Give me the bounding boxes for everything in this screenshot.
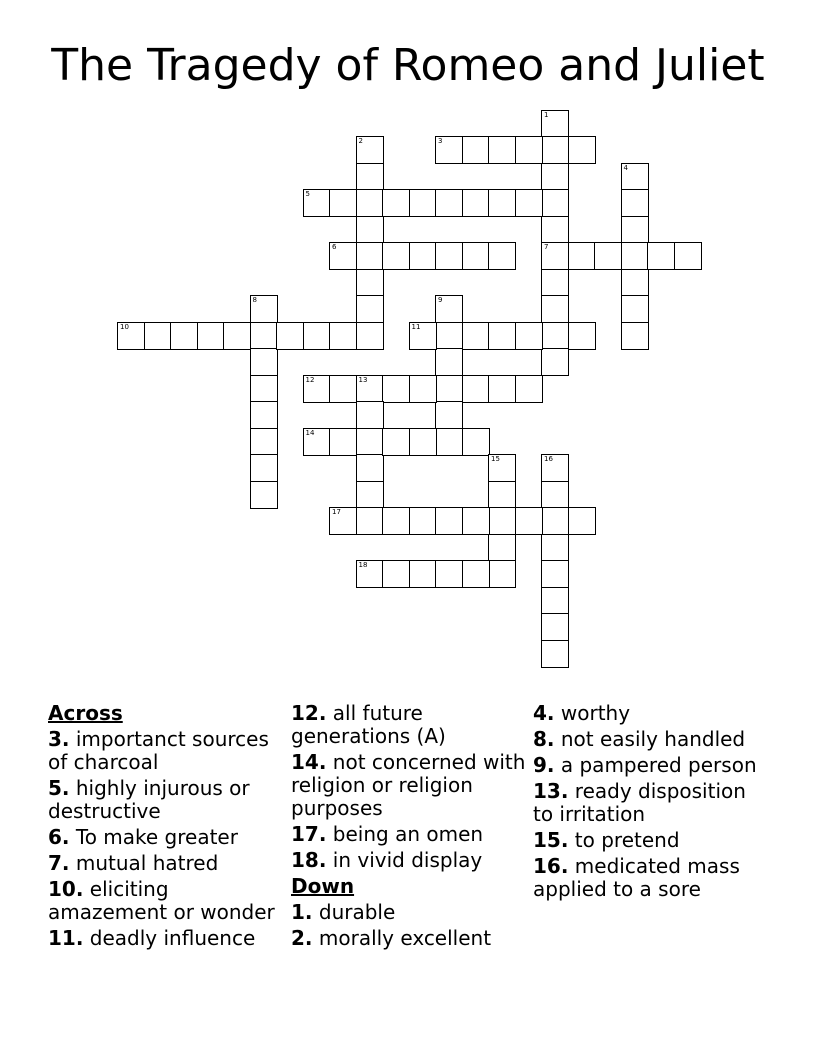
grid-cell[interactable]	[462, 428, 490, 456]
grid-cell[interactable]	[435, 375, 463, 403]
grid-cell[interactable]	[435, 295, 463, 323]
grid-cell[interactable]	[541, 189, 569, 217]
grid-cell[interactable]	[462, 560, 490, 588]
grid-cell[interactable]	[329, 242, 357, 270]
grid-cell[interactable]	[435, 322, 463, 350]
grid-cell[interactable]	[541, 216, 569, 244]
clue-number: 7.	[48, 851, 70, 875]
grid-cell[interactable]	[488, 136, 516, 164]
grid-cell[interactable]	[541, 534, 569, 562]
grid-cell[interactable]	[329, 507, 357, 535]
across-header: Across	[48, 701, 123, 725]
clue-number: 9.	[533, 753, 555, 777]
down-header: Down	[291, 874, 355, 898]
grid-cell[interactable]	[435, 428, 463, 456]
grid-cell[interactable]	[488, 560, 516, 588]
grid-cell[interactable]	[621, 295, 649, 323]
grid-cell[interactable]	[621, 269, 649, 297]
grid-cell[interactable]	[409, 242, 437, 270]
grid-cell[interactable]	[382, 507, 410, 535]
grid-cell[interactable]	[462, 322, 490, 350]
grid-cell[interactable]	[144, 322, 172, 350]
clue-number: 18	[358, 561, 368, 569]
clue: 17. being an omen	[291, 822, 484, 846]
grid-cell[interactable]	[435, 507, 463, 535]
grid-cell[interactable]	[488, 189, 516, 217]
grid-cell[interactable]	[276, 322, 304, 350]
grid-cell[interactable]	[541, 163, 569, 191]
grid-cell[interactable]	[356, 454, 384, 482]
clue-number: 8.	[533, 727, 555, 751]
grid-cell[interactable]	[356, 375, 384, 403]
grid-cell[interactable]	[250, 348, 278, 376]
clue-column-1	[48, 702, 284, 953]
grid-cell[interactable]	[250, 428, 278, 456]
grid-cell[interactable]	[250, 322, 278, 350]
grid-cell[interactable]	[382, 560, 410, 588]
grid-cell[interactable]	[303, 189, 331, 217]
grid-cell[interactable]	[462, 375, 490, 403]
grid-cell[interactable]	[541, 454, 569, 482]
clue: 11. deadly influence	[48, 926, 256, 950]
clue-number: 10.	[48, 877, 84, 901]
grid-cell[interactable]	[541, 110, 569, 138]
puzzle-title: The Tragedy of Romeo and Juliet	[51, 40, 765, 91]
grid-cell[interactable]	[568, 507, 596, 535]
grid-cell[interactable]	[674, 242, 702, 270]
grid-cell[interactable]	[356, 401, 384, 429]
grid-cell[interactable]	[462, 507, 490, 535]
grid-cell[interactable]	[409, 507, 437, 535]
grid-cell[interactable]	[488, 481, 516, 509]
clue-number: 11.	[48, 926, 84, 950]
grid-cell[interactable]	[435, 348, 463, 376]
grid-cell[interactable]	[303, 322, 331, 350]
grid-cell[interactable]	[541, 507, 569, 535]
grid-cell[interactable]	[382, 242, 410, 270]
grid-cell[interactable]	[515, 189, 543, 217]
grid-cell[interactable]	[488, 507, 516, 535]
grid-cell[interactable]	[250, 295, 278, 323]
grid-cell[interactable]	[541, 242, 569, 270]
grid-cell[interactable]	[621, 189, 649, 217]
grid-cell[interactable]	[435, 242, 463, 270]
clue: 2. morally excellent	[291, 926, 492, 950]
clue-number: 6.	[48, 825, 70, 849]
clue-number: 18.	[291, 848, 327, 872]
clue-number: 11	[411, 322, 421, 331]
grid-cell[interactable]	[515, 136, 543, 164]
clue-number: 1	[544, 110, 549, 119]
clue: 16. medicated mass applied to a sore	[533, 854, 740, 901]
grid-cell[interactable]	[541, 322, 569, 350]
grid-cell[interactable]	[356, 189, 384, 217]
clue-column-2	[291, 702, 527, 953]
grid-cell[interactable]	[356, 507, 384, 535]
clue: 18. in vivid display	[291, 848, 483, 872]
grid-cell[interactable]	[488, 454, 516, 482]
clue-number: 17	[332, 508, 341, 516]
grid-cell[interactable]	[541, 136, 569, 164]
grid-cell[interactable]	[409, 428, 437, 456]
clue: 5. highly injurous or destructive	[48, 776, 250, 823]
grid-cell[interactable]	[541, 295, 569, 323]
clue: 14. not concerned with religion or religion purposes	[291, 750, 526, 820]
clue-number: 17.	[291, 822, 327, 846]
clue-number: 6	[332, 243, 337, 251]
grid-cell[interactable]	[435, 189, 463, 217]
grid-cell[interactable]	[356, 560, 384, 588]
clue-number: 12	[305, 375, 315, 384]
grid-cell[interactable]	[250, 481, 278, 509]
grid-cell[interactable]	[197, 322, 225, 350]
clue: 7. mutual hatred	[48, 851, 219, 875]
grid-cell[interactable]	[356, 269, 384, 297]
grid-cell[interactable]	[356, 428, 384, 456]
grid-cell[interactable]	[250, 375, 278, 403]
grid-cell[interactable]	[356, 481, 384, 509]
grid-cell[interactable]	[541, 481, 569, 509]
clue-number: 14	[305, 428, 315, 437]
grid-cell[interactable]	[515, 375, 543, 403]
clue-number: 3.	[48, 727, 70, 751]
clue: 3. importanct sources of charcoal	[48, 727, 269, 774]
clue-number: 14.	[291, 750, 327, 774]
grid-cell[interactable]	[488, 375, 516, 403]
grid-cell[interactable]	[515, 507, 543, 535]
grid-cell[interactable]	[409, 375, 437, 403]
grid-cell[interactable]	[462, 242, 490, 270]
grid-cell[interactable]	[356, 322, 384, 350]
clue-number: 4	[623, 163, 628, 172]
clue: 10. eliciting amazement or wonder	[48, 877, 275, 924]
grid-cell[interactable]	[250, 401, 278, 429]
clue-number: 7	[544, 243, 549, 251]
grid-cell[interactable]	[303, 375, 331, 403]
grid-cell[interactable]	[409, 189, 437, 217]
clue: 9. a pampered person	[533, 753, 757, 777]
clue: 1. durable	[291, 900, 396, 924]
grid-cell[interactable]	[382, 189, 410, 217]
grid-cell[interactable]	[356, 242, 384, 270]
grid-cell[interactable]	[117, 322, 145, 350]
grid-cell[interactable]	[541, 269, 569, 297]
grid-cell[interactable]	[462, 189, 490, 217]
grid-cell[interactable]	[515, 322, 543, 350]
clue-number: 15	[491, 455, 500, 463]
clue: 13. ready disposition to irritation	[533, 779, 746, 826]
clue-number: 2	[358, 137, 363, 145]
grid-cell[interactable]	[329, 322, 357, 350]
grid-cell[interactable]	[594, 242, 622, 270]
grid-cell[interactable]	[621, 322, 649, 350]
clue-number: 16	[544, 455, 553, 463]
clue: 15. to pretend	[533, 828, 680, 852]
clue-number: 3	[438, 137, 443, 145]
grid-cell[interactable]	[541, 613, 569, 641]
grid-cell[interactable]	[409, 560, 437, 588]
clue-number: 5	[305, 190, 310, 198]
clue: 6. To make greater	[48, 825, 238, 849]
grid-cell[interactable]	[621, 242, 649, 270]
grid-cell[interactable]	[356, 136, 384, 164]
grid-cell[interactable]	[170, 322, 198, 350]
grid-cell[interactable]	[356, 295, 384, 323]
clue: 4. worthy	[533, 701, 631, 725]
grid-cell[interactable]	[462, 136, 490, 164]
clue-number: 16.	[533, 854, 569, 878]
grid-cell[interactable]	[621, 216, 649, 244]
grid-cell[interactable]	[541, 640, 569, 668]
clue-number: 13.	[533, 779, 569, 803]
clue-number: 2.	[291, 926, 313, 950]
clue-number: 5.	[48, 776, 70, 800]
grid-cell[interactable]	[621, 163, 649, 191]
clue-number: 10	[120, 322, 129, 331]
grid-cell[interactable]	[223, 322, 251, 350]
clue-number: 1.	[291, 900, 313, 924]
grid-cell[interactable]	[382, 375, 410, 403]
grid-cell[interactable]	[382, 428, 410, 456]
clue-number: 13	[358, 375, 368, 384]
grid-cell[interactable]	[329, 189, 357, 217]
grid-cell[interactable]	[356, 163, 384, 191]
clue: 12. all future generations (A)	[291, 701, 446, 748]
grid-cell[interactable]	[568, 136, 596, 164]
grid-cell[interactable]	[568, 322, 596, 350]
grid-cell[interactable]	[250, 454, 278, 482]
clue-number: 12.	[291, 701, 327, 725]
grid-cell[interactable]	[329, 428, 357, 456]
grid-cell[interactable]	[568, 242, 596, 270]
grid-cell[interactable]	[541, 560, 569, 588]
grid-cell[interactable]	[435, 136, 463, 164]
grid-cell[interactable]	[488, 534, 516, 562]
grid-cell[interactable]	[647, 242, 675, 270]
clue-number: 4.	[533, 701, 555, 725]
clue-number: 8	[252, 296, 257, 304]
grid-cell[interactable]	[356, 216, 384, 244]
grid-cell[interactable]	[435, 401, 463, 429]
grid-cell[interactable]	[541, 348, 569, 376]
grid-cell[interactable]	[488, 242, 516, 270]
clue-column-3	[533, 702, 769, 904]
grid-cell[interactable]	[329, 375, 357, 403]
grid-cell[interactable]	[409, 322, 437, 350]
clue-number: 9	[438, 296, 443, 304]
grid-cell[interactable]	[541, 587, 569, 615]
clue-number: 15.	[533, 828, 569, 852]
grid-cell[interactable]	[435, 560, 463, 588]
grid-cell[interactable]	[303, 428, 331, 456]
grid-cell[interactable]	[488, 322, 516, 350]
clue: 8. not easily handled	[533, 727, 746, 751]
